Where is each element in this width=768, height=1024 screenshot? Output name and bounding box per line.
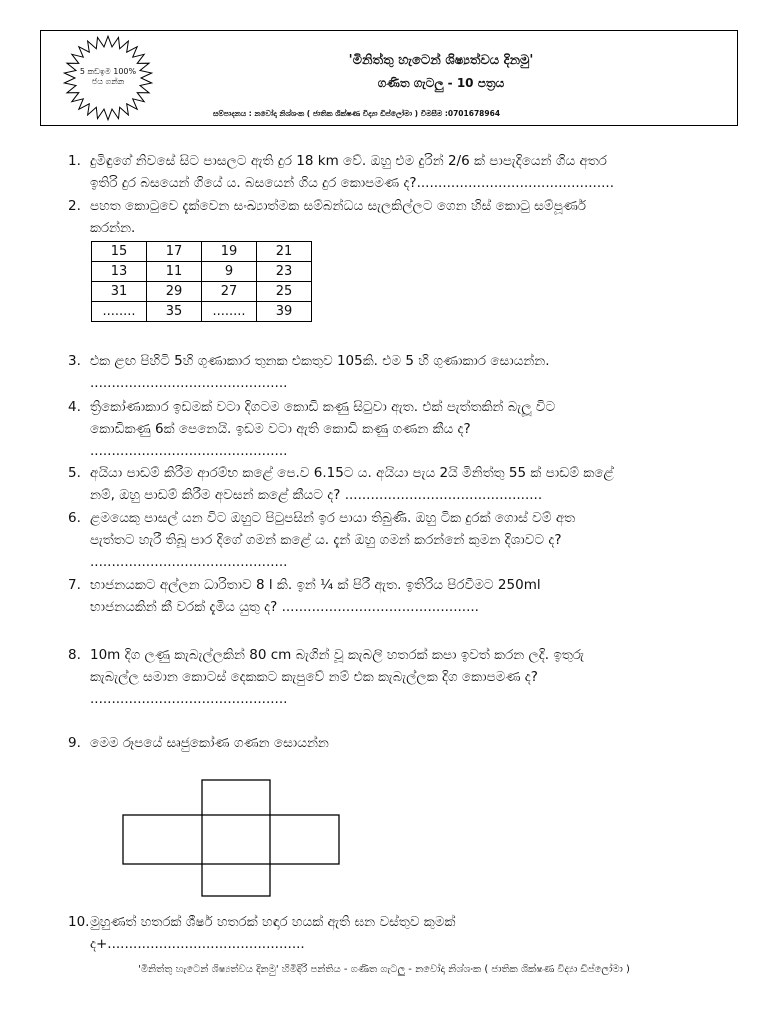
question-text-line: කරන්න.	[90, 220, 136, 236]
table-row	[92, 242, 312, 262]
question-number: 4.	[68, 399, 81, 415]
question-text-line: භාජනයකට අල්ලන ධාරිතාව 8 l කි. ඉන් ¼ ක් පිරී ඇත. ඉතිරිය පිරවීමට 250ml	[90, 577, 541, 593]
table-cell: ........	[92, 302, 147, 322]
table-cell: 15	[92, 242, 147, 262]
question-number: 1.	[68, 153, 81, 169]
question-number: 5.	[68, 465, 81, 481]
answer-line: ..............................................	[90, 691, 288, 707]
author-line: සම්පාදනය : නවෝදා නිශ්ශංක ( ජාතික ශික්ෂණ විද්‍යා ඩිප්ලෝමා ) විමසීම :0701678964	[213, 109, 501, 118]
question-text-line: කොඩිකණු 6ක් පෙනෙයි. ඉඩම වටා ඇති කොඩි කණු ගණන කීය ද?	[90, 421, 471, 437]
page-title: 'මිනිත්තු හැටෙන් ශිෂ්‍යත්වය දිනමු'	[348, 53, 534, 68]
table-row	[92, 262, 312, 282]
table-cell: 19	[202, 242, 257, 262]
answer-line: ..............................................	[90, 375, 288, 391]
question-2	[68, 195, 728, 239]
badge-line-2: ජය ගන්න	[91, 77, 125, 86]
question-text-line: ළමයෙකු පාසල් යන විට ඔහුට පිටුපසින් ඉර පායා තිබුණි. ඔහු ටික දුරක් ගොස් වම් අත	[90, 510, 576, 526]
question-text-line: මෙම රූපයේ සෘජුකෝණ ගණන සොයන්න	[90, 735, 329, 751]
table-cell: 29	[147, 282, 202, 302]
question-10	[68, 911, 728, 955]
table-cell: 17	[147, 242, 202, 262]
question-text-line: කැබැල්ල සමාන කොටස් දෙකකට කැපුවේ නම් එක කැබැල්ලක දිග කොපමණ ද?	[90, 669, 538, 685]
question-4	[68, 396, 728, 462]
question-text-line: පහත කොටුවෙ දැක්වෙන සංඛ්‍යාත්මක සම්බන්ධය සැලකිල්ලට ගෙන හිස් කොටු සම්පූර්ණ	[90, 198, 587, 214]
question-text-line: අයියා පාඩම් කිරීම ආරම්භ කළේ පෙ.ව 6.15ට ය. අයියා පැය 2යි මිනිත්තු 55 ක් පාඩම් කළේ	[90, 465, 614, 481]
question-1	[68, 150, 728, 194]
question-text-line: එක ළඟ පිහිටි 5හි ගුණාකාර තුනක එකතුව 105කි. එම 5 හි ගුණාකාර සොයන්න.	[90, 353, 550, 369]
number-grid	[91, 241, 312, 322]
question-number: 2.	[68, 198, 81, 214]
question-text-line: මුහුණත් හතරක් ශීර්ෂ හතරක් හඳාර හයක් ඇති ඝන වස්තුව කුමක්	[90, 914, 456, 930]
question-text-line: පැත්තට හැරී තිබූ පාර දිගේ ගමන් කළේ ය. දැන් ඔහු ගමන් කරන්නේ කුමන දිශාවට ද?	[90, 532, 562, 548]
question-number: 3.	[68, 353, 81, 369]
cross-shape-figure	[120, 778, 342, 900]
question-text-line: ත්‍රිකෝණාකාර ඉඩමක් වටා දිගටම කොඩි කණු සිටුවා ඇත. එක් පැත්තකින් බැලූ විට	[90, 399, 556, 415]
table-cell: 9	[202, 262, 257, 282]
question-8	[68, 644, 728, 710]
table-cell: 13	[92, 262, 147, 282]
header-box	[40, 30, 738, 126]
table-row	[92, 282, 312, 302]
table-cell: 23	[257, 262, 312, 282]
table-cell: 11	[147, 262, 202, 282]
question-number: 10.	[68, 914, 90, 930]
question-number: 7.	[68, 577, 81, 593]
question-number: 8.	[68, 647, 81, 663]
question-text-line: නම්, ඔහු පාඩම් කිරීම අවසන් කළේ කීයට ද? ..............................................	[90, 487, 543, 503]
question-number: 6.	[68, 510, 81, 526]
question-text-line: ඉතිරි දුර බසයෙන් ගියේ ය. බසයෙන් ගිය දුර කොපමණ ද?..............................................	[90, 175, 614, 191]
badge-line-1: 5 කඩඉම 100%	[79, 67, 137, 76]
question-6	[68, 507, 728, 573]
starburst-badge	[59, 33, 157, 123]
table-cell: 35	[147, 302, 202, 322]
table-cell: 25	[257, 282, 312, 302]
table-cell: ........	[202, 302, 257, 322]
page-subtitle: ගණිත ගැටලු - 10 පත්‍රය	[377, 76, 505, 90]
question-3	[68, 350, 728, 394]
table-row	[92, 302, 312, 322]
answer-line: ..............................................	[90, 554, 288, 570]
question-9	[68, 732, 728, 754]
table-cell: 27	[202, 282, 257, 302]
question-7	[68, 574, 728, 618]
table-cell: 31	[92, 282, 147, 302]
question-text-line: 10m දිග ලණු කැබැල්ලකින් 80 cm බැගින් වූ කැබලි හතරක් කපා ඉවත් කරන ලදි. ඉතුරු	[90, 647, 585, 663]
table-cell: 39	[257, 302, 312, 322]
answer-line: ද+..............................................	[90, 936, 305, 952]
horizontal-rectangle	[123, 815, 339, 864]
table-cell: 21	[257, 242, 312, 262]
vertical-rectangle	[202, 780, 270, 896]
question-text-line: භාජනයකින් කී වරක් දැමිය යුතු ද? ..............................................	[90, 599, 479, 615]
question-5	[68, 462, 728, 506]
answer-line: ..............................................	[90, 443, 288, 459]
question-text-line: දුමිඳුගේ නිවසේ සිට පාසලට ඇති දුර 18 km වේ. ඔහු එම දුරින් 2/6 ක් පාපැදියෙන් ගිය අතර	[90, 153, 607, 169]
badge-text	[59, 67, 157, 87]
page-footer: 'මිනිත්තු හැටෙන් ශිෂ්‍යත්වය දිනමු' හිමිදිරි පන්තිය - ගණිත ගැටලු - නවෝදා නිශ්ශංක ( ජාතික ශික්ෂණ විද්‍යා ඩිප්ලෝමා )	[138, 964, 630, 975]
question-number: 9.	[68, 735, 81, 751]
